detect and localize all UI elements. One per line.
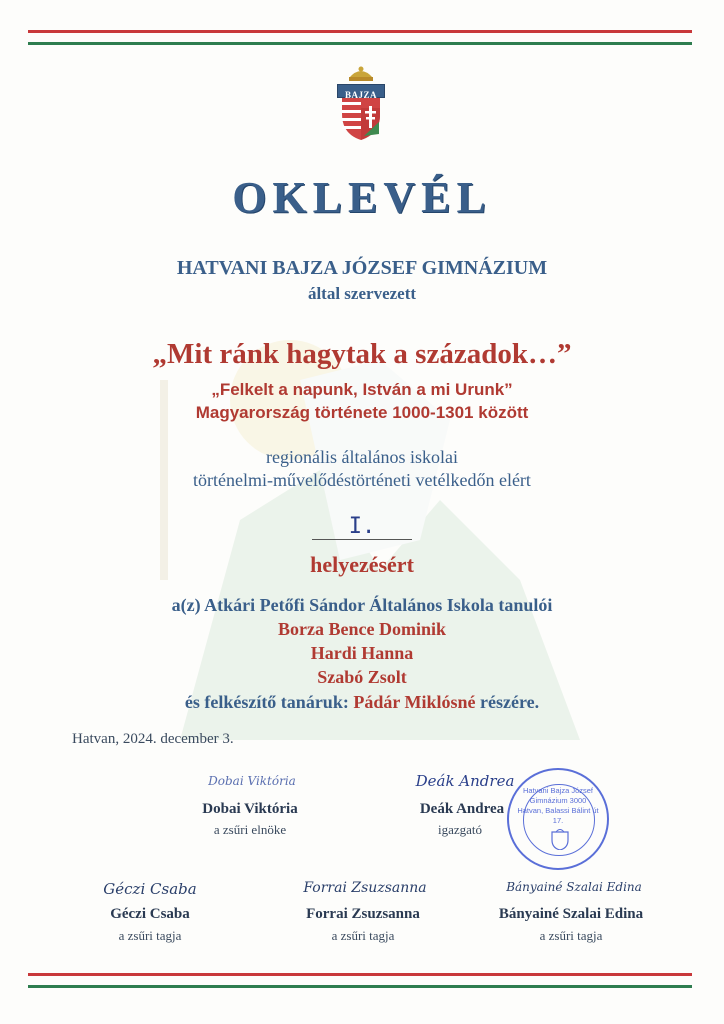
emblem-banner-text: BAJZA <box>344 90 377 100</box>
signature-banyaine: Bányainé Szalai Edina <box>506 880 642 894</box>
competition-period: Magyarország története 1000-1301 között <box>195 403 529 422</box>
stamp-coat-of-arms-icon <box>551 828 569 850</box>
competition-subtitle: „Felkelt a napunk, István a mi Urunk” <box>211 380 513 399</box>
place-date: Hatvan, 2024. december 3. <box>72 731 234 747</box>
placement-value <box>312 514 412 540</box>
signatory-role-banyaine: a zsűri tagja <box>539 928 603 943</box>
signatory-role-deak: igazgató <box>437 822 483 837</box>
organizer-school: HATVANI BAJZA JÓZSEF GIMNÁZIUM <box>176 257 548 279</box>
signatory-name-deak: Deák Andrea <box>419 801 505 817</box>
signatory-name-dobai: Dobai Viktória <box>202 801 298 817</box>
diploma-title: OKLEVÉL <box>232 173 492 222</box>
school-coat-of-arms-icon <box>339 64 383 140</box>
signatory-role-dobai: a zsűri elnöke <box>213 822 287 837</box>
recipient-school: a(z) Atkári Petőfi Sándor Általános Iskola tanulói <box>171 595 553 615</box>
signature-deak: Deák Andrea <box>415 772 515 790</box>
signatory-role-forrai: a zsűri tagja <box>331 928 395 943</box>
signatory-name-forrai: Forrai Zsuzsanna <box>306 906 420 922</box>
placement-label: helyezésért <box>310 552 414 577</box>
signatory-name-banyaine: Bányainé Szalai Edina <box>498 906 644 922</box>
top-stripe-red <box>28 30 692 33</box>
student-3: Szabó Zsolt <box>317 667 407 687</box>
organizer-by-line: által szervezett <box>307 284 417 303</box>
signature-geczi: Géczi Csaba <box>103 880 197 898</box>
teacher-name: Pádár Miklósné <box>353 692 476 712</box>
emblem-banner <box>337 84 385 98</box>
competition-main-title: „Mit ránk hagytak a századok…” <box>152 338 572 370</box>
competition-line-1: regionális általános iskolai <box>266 447 458 467</box>
teacher-line <box>0 692 724 713</box>
placement-value-text: I. <box>348 514 376 539</box>
school-stamp <box>507 768 609 870</box>
signature-forrai: Forrai Zsuzsanna <box>303 880 427 896</box>
signatory-name-geczi: Géczi Csaba <box>110 906 190 922</box>
signatory-role-geczi: a zsűri tagja <box>118 928 182 943</box>
school-stamp-text: Hatvani Bajza József Gimnázium 3000 Hatvan, Balassi Bálint út 17. <box>517 786 599 825</box>
competition-line-2: történelmi-művelődéstörténeti vetélkedőn elért <box>193 470 531 490</box>
bottom-stripe-green <box>28 985 692 988</box>
top-stripe-green <box>28 42 692 45</box>
student-2: Hardi Hanna <box>310 643 414 663</box>
signature-dobai: Dobai Viktória <box>208 774 296 788</box>
teacher-suffix: részére. <box>480 692 540 712</box>
teacher-prefix: és felkészítő tanáruk: <box>184 692 349 712</box>
bottom-stripe-red <box>28 973 692 976</box>
student-1: Borza Bence Dominik <box>278 619 446 639</box>
